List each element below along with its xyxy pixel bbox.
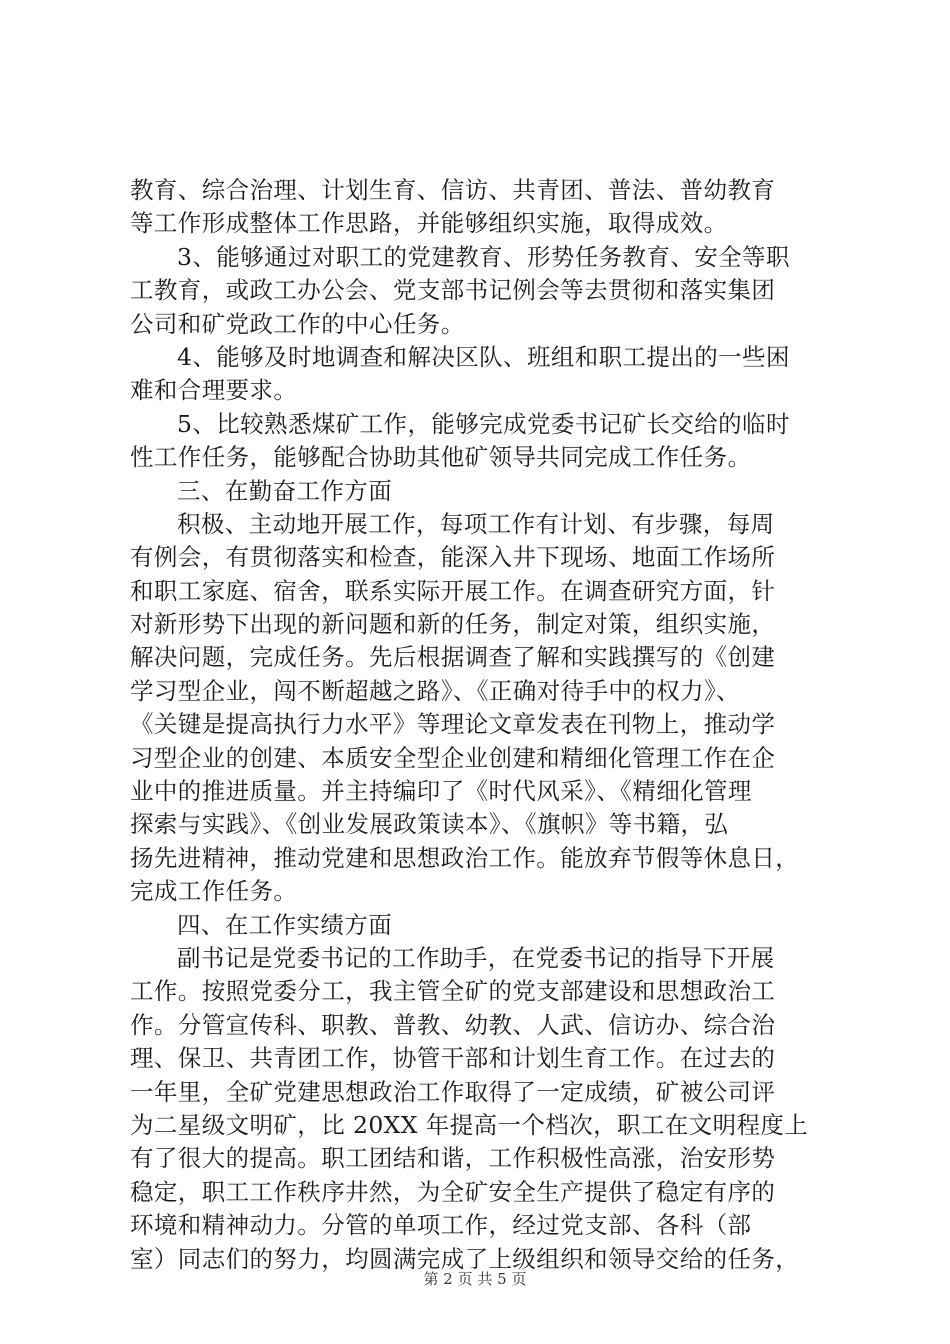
text-line: 四、在工作实绩方面 (177, 910, 393, 939)
text-line: 学习型企业，闯不断超越之路》、《正确对待手中的权力》、 (130, 676, 741, 705)
text-line: 公司和矿党政工作的中心任务。 (130, 309, 465, 338)
text-line: 5、比较熟悉煤矿工作，能够完成党委书记矿长交给的临时 (177, 409, 790, 438)
text-line: 工教育，或政工办公会、党支部书记例会等去贯彻和落实集团 (130, 276, 776, 305)
text-line: 环境和精神动力。分管的单项工作，经过党支部、各科（部 (130, 1211, 752, 1240)
text-line: 完成工作任务。 (130, 877, 298, 906)
text-line: 等工作形成整体工作思路，并能够组织实施，取得成效。 (130, 209, 728, 238)
text-line: 三、在勤奋工作方面 (177, 476, 393, 505)
text-line: 积极、主动地开展工作，每项工作有计划、有步骤，每周 (177, 509, 775, 538)
text-line: 解决问题，完成任务。先后根据调查了解和实践撰写的《创建 (130, 643, 776, 672)
text-line: 一年里，全矿党建思想政治工作取得了一定成绩，矿被公司评 (130, 1077, 776, 1106)
text-line: 性工作任务，能够配合协助其他矿领导共同完成工作任务。 (130, 443, 752, 472)
text-line: 3、能够通过对职工的党建教育、形势任务教育、安全等职 (177, 242, 790, 271)
text-line: 作。分管宣传科、职教、普教、幼教、人武、信访办、综合治 (130, 1010, 776, 1039)
document-body (130, 174, 830, 1276)
text-line: 探索与实践》、《创业发展政策读本》、《旗帜》等书籍，弘 (130, 810, 729, 839)
text-line: 和职工家庭、宿舍，联系实际开展工作。在调查研究方面，针 (130, 576, 776, 605)
page-footer: 第 2 页 共 5 页 (423, 1270, 527, 1288)
text-line: 习型企业的创建、本质安全型企业创建和精细化管理工作在企 (130, 743, 776, 772)
text-line: 副书记是党委书记的工作助手，在党委书记的指导下开展 (177, 943, 775, 972)
text-line: 4、能够及时地调查和解决区队、班组和职工提出的一些困 (177, 342, 790, 371)
text-line: 难和合理要求。 (130, 376, 298, 405)
text-line: 对新形势下出现的新问题和新的任务，制定对策，组织实施， (130, 610, 776, 639)
text-line: 为二星级文明矿，比 20XX 年提高一个档次，职工在文明程度上 (130, 1110, 809, 1139)
text-line: 业中的推进质量。并主持编印了《时代风采》、《精细化管理 (130, 777, 752, 806)
text-line: 室）同志们的努力，均圆满完成了上级组织和领导交给的任务， (130, 1244, 800, 1273)
text-line: 有例会，有贯彻落实和检查，能深入井下现场、地面工作场所 (130, 543, 776, 572)
text-line: 教育、综合治理、计划生育、信访、共青团、普法、普幼教育 (130, 176, 776, 204)
text-line: 理、保卫、共青团工作，协管干部和计划生育工作。在过去的 (130, 1044, 776, 1073)
text-line: 《关键是提高执行力水平》等理论文章发表在刊物上，推动学 (130, 710, 776, 739)
text-line: 有了很大的提高。职工团结和谐，工作积极性高涨，治安形势 (130, 1144, 776, 1173)
text-line: 扬先进精神，推动党建和思想政治工作。能放弃节假等休息日， (130, 843, 800, 872)
text-line: 稳定，职工工作秩序井然，为全矿安全生产提供了稳定有序的 (130, 1177, 776, 1206)
text-line: 工作。按照党委分工，我主管全矿的党支部建设和思想政治工 (130, 977, 776, 1006)
